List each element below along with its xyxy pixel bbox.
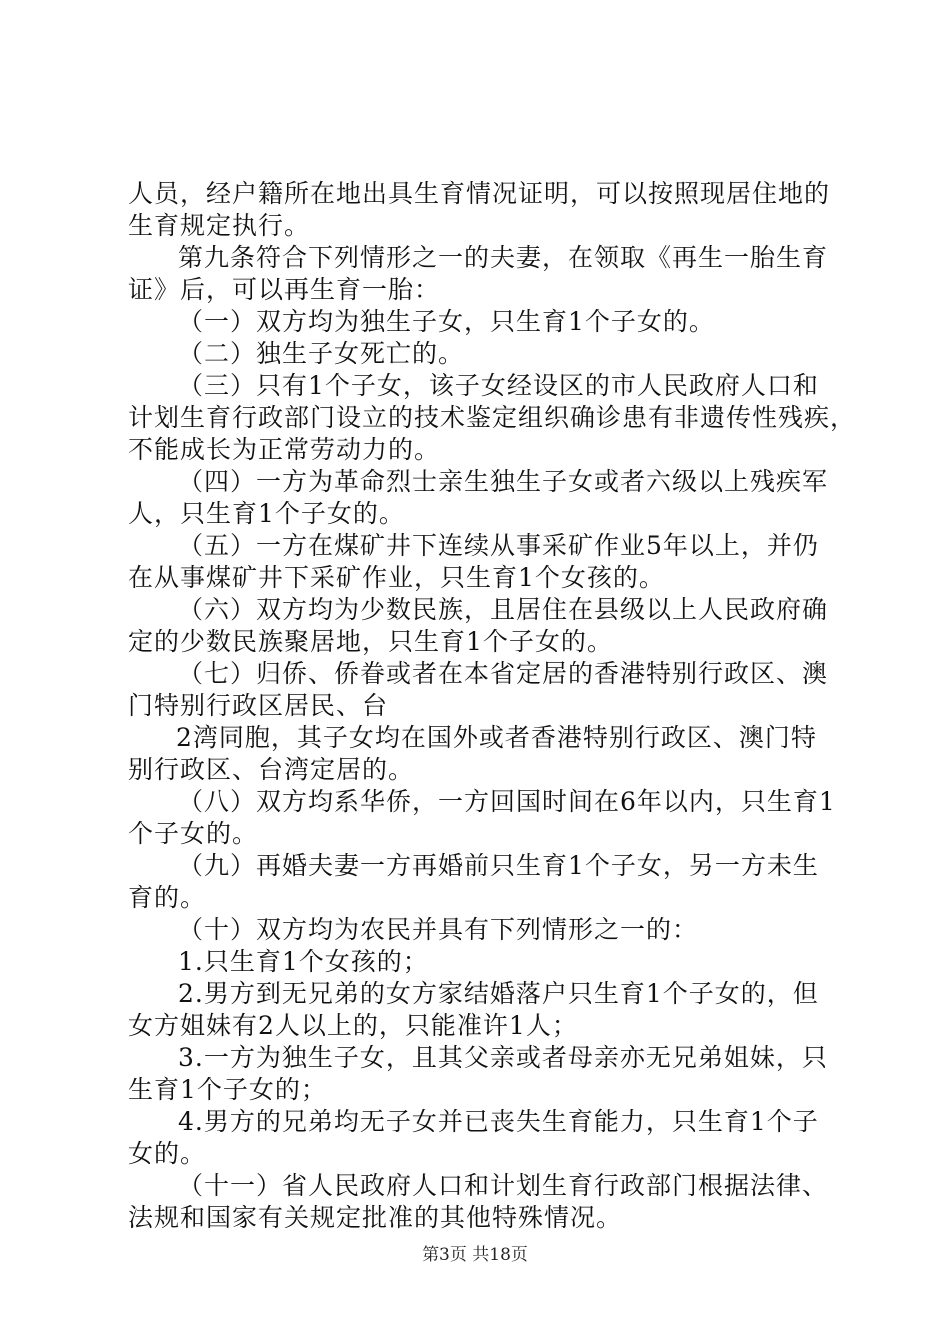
list-item-line: （七）归侨、侨眷或者在本省定居的香港特别行政区、澳	[178, 659, 829, 688]
text-line: 计划生育行政部门设立的技术鉴定组织确诊患有非遗传性残疾，	[128, 403, 857, 432]
text-line: 个子女的。	[128, 819, 259, 848]
list-item-line: （二）独生子女死亡的。	[178, 339, 465, 368]
list-item-line: （六）双方均为少数民族，且居住在县级以上人民政府确	[178, 595, 829, 624]
text-line: 人，只生育1个子女的。	[128, 499, 405, 528]
text-line: 生育规定执行。	[128, 211, 311, 240]
list-item-line: （四）一方为革命烈士亲生独生子女或者六级以上残疾军	[178, 467, 829, 496]
page-number-footer: 第3页 共18页	[422, 1245, 528, 1265]
list-item-line: （十）双方均为农民并具有下列情形之一的：	[178, 915, 699, 944]
sub-item-line: 4.男方的兄弟均无子女并已丧失生育能力，只生育1个子	[178, 1107, 819, 1136]
text-line: 2湾同胞，其子女均在国外或者香港特别行政区、澳门特	[176, 723, 817, 752]
list-item-line: （三）只有1个子女，该子女经设区的市人民政府人口和	[178, 371, 819, 400]
sub-item-line: 3.一方为独生子女，且其父亲或者母亲亦无兄弟姐妹，只	[178, 1043, 828, 1072]
text-line: 在从事煤矿井下采矿作业，只生育1个女孩的。	[128, 563, 665, 592]
text-line: 育的。	[128, 883, 207, 912]
text-line: 不能成长为正常劳动力的。	[128, 435, 441, 464]
text-line: 女的。	[128, 1139, 207, 1168]
list-item-line: （八）双方均系华侨，一方回国时间在6年以内，只生育1	[178, 787, 836, 816]
text-line: 生育1个子女的；	[128, 1075, 327, 1104]
list-item-line: （十一）省人民政府人口和计划生育行政部门根据法律、	[178, 1171, 829, 1200]
text-line: 别行政区、台湾定居的。	[128, 755, 415, 784]
text-line: 人员，经户籍所在地出具生育情况证明，可以按照现居住地的	[128, 179, 831, 208]
text-line: 定的少数民族聚居地，只生育1个子女的。	[128, 627, 613, 656]
article-heading-line: 第九条符合下列情形之一的夫妻，在领取《再生一胎生育	[178, 243, 829, 272]
text-line: 法规和国家有关规定批准的其他特殊情况。	[128, 1203, 623, 1232]
text-line: 女方姐妹有2人以上的，只能准许1人；	[128, 1011, 578, 1040]
list-item-line: （五）一方在煤矿井下连续从事采矿作业5年以上，并仍	[178, 531, 819, 560]
sub-item-line: 2.男方到无兄弟的女方家结婚落户只生育1个子女的，但	[178, 979, 819, 1008]
list-item-line: （一）双方均为独生子女，只生育1个子女的。	[178, 307, 715, 336]
list-item-line: （九）再婚夫妻一方再婚前只生育1个子女，另一方未生	[178, 851, 819, 880]
text-line: 证》后，可以再生育一胎：	[128, 275, 441, 304]
sub-item-line: 1.只生育1个女孩的；	[178, 947, 429, 976]
text-line: 门特别行政区居民、台	[128, 691, 389, 720]
